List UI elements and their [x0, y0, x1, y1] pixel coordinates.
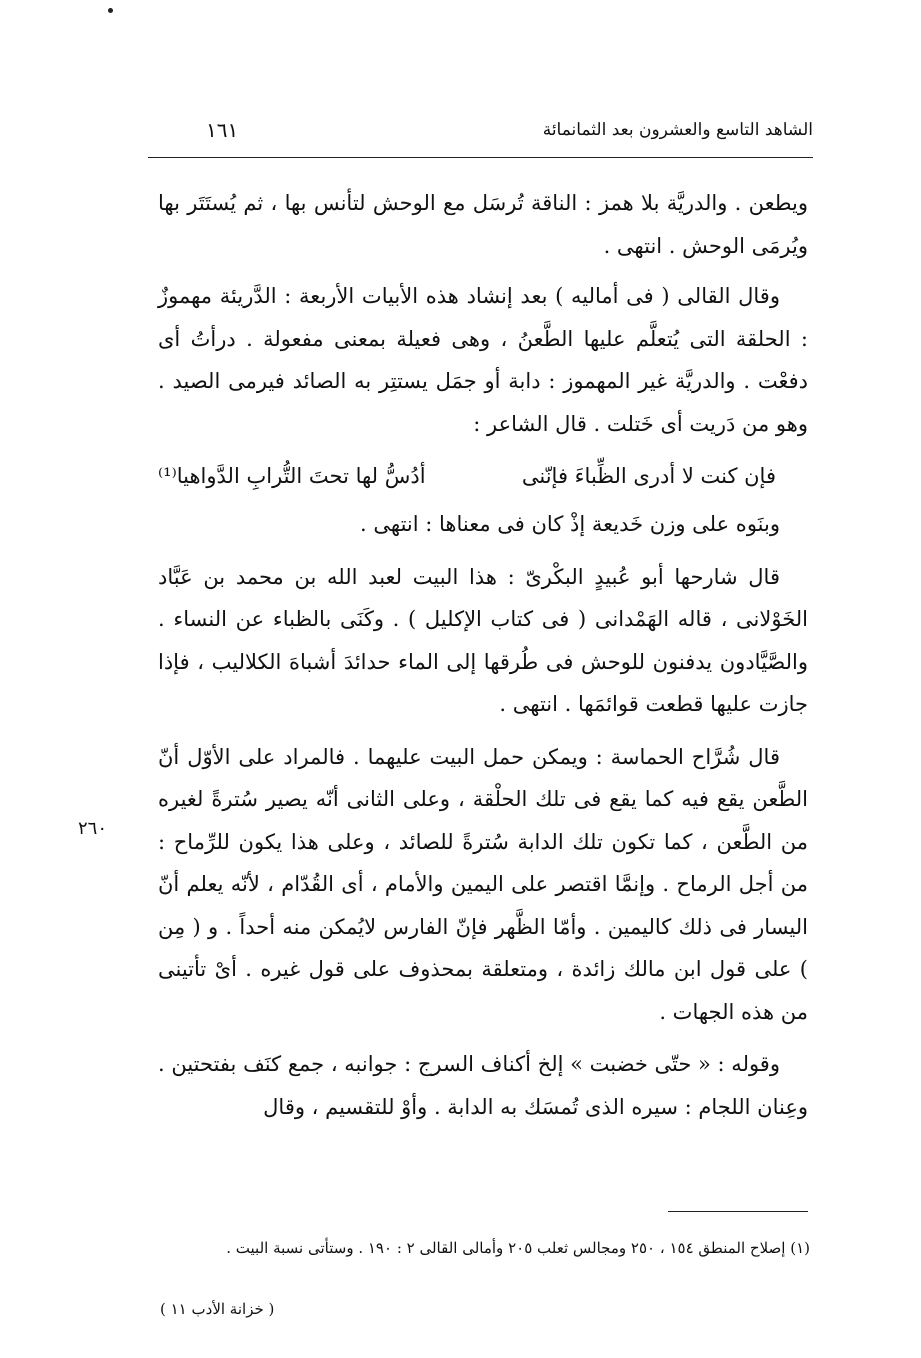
body-text [158, 182, 808, 1138]
header-rule [148, 157, 813, 158]
paragraph: وقال القالى ( فى أماليه ) بعد إنشاد هذه الأبيات الأربعة : الدَّريئة مهموزٌ : الحلقة التى يُتعلَّم عليها الطَّعنُ ، وهى فعيلة بمعنى مفعولة . درأتُ أى دفعْت . والدريَّة غير المهموز : دابة أو جمَل يستتِر به الصائد فيرمى الصيد . وهو من دَريت أى خَتلت . قال الشاعر : [158, 284, 808, 436]
footnote: (١) إصلاح المنطق ١٥٤ ، ٢٥٠ ومجالس ثعلب ٢٠٥ وأمالى القالى ٢ : ١٩٠ . وستأتى نسبة البيت . [226, 1239, 810, 1257]
page-number: ١٦١ [206, 118, 239, 142]
verse-second-hemistich: أدُسُّ لها تحتَ التُّرابِ الدَّواهيا⁽¹⁾ [158, 464, 426, 488]
running-header [148, 118, 813, 156]
paragraph: قال شُرَّاح الحماسة : ويمكن حمل البيت عليهما . فالمراد على الأوّل أنّ الطَّعن يقع فيه كما يقع فى تلك الحلْقة ، وعلى الثانى أنّه يصير سُترةً لغيره من الطَّعن ، كما تكون تلك الدابة سُترةً للصائد ، وعلى هذا يكون للرِّماح : من أجل الرماح . وإنمَّا اقتصر على اليمين والأمام ، أى القُدّام ، لأنّه يعلم أنّ اليسار فى ذلك كاليمين . وأمّا الظَّهر فإنّ الفارس لايُمكن منه أحداً . و ( مِن ) على قول ابن مالك زائدة ، ومتعلقة بمحذوف على قول غيره . أىْ تأتينى من هذه الجهات . [158, 744, 808, 1024]
footnote-rule [668, 1211, 808, 1212]
printer-signature: ( خزانة الأدب ١١ ) [160, 1300, 275, 1318]
ink-dot [108, 8, 113, 13]
running-title: الشاهد التاسع والعشرون بعد الثمانمائة [542, 120, 813, 140]
paragraph: قال شارحها أبو عُبيدٍ البكْرىّ : هذا البيت لعبد الله بن محمد بن عَبَّاد الخَوْلانى ، قاله الهَمْدانى ( فى كتاب الإكليل ) . وكَنَى بالظباء عن النساء . والصَّيَّادون يدفنون للوحش فى طُرقها إلى الماء حدائدَ أشباهَ الكلاليب ، فإذا جازت عليها قطعت قوائمَها . انتهى . [158, 564, 808, 716]
paragraph: وبنَوه على وزن خَديعة إذْ كان فى معناها : انتهى . [360, 512, 780, 536]
verse-first-hemistich: فإن كنت لا أدرى الظِّباءَ فإنّنى [521, 464, 776, 488]
margin-number: ٢٦٠ [78, 818, 108, 839]
paragraph: وقوله : « حتّى خضبت » إلخ أكناف السرج : جوانبه ، جمع كنَف بفتحتين . وعِنان اللجام : سيره الذى تُمسَك به الدابة . وأوْ للتقسيم ، وقال [158, 1052, 808, 1119]
verse-line [158, 455, 808, 497]
paragraph: ويطعن . والدريَّة بلا همز : الناقة تُرسَل مع الوحش لتأنس بها ، ثم يُستَتَر بها ويُرمَى الوحش . انتهى . [158, 191, 808, 258]
